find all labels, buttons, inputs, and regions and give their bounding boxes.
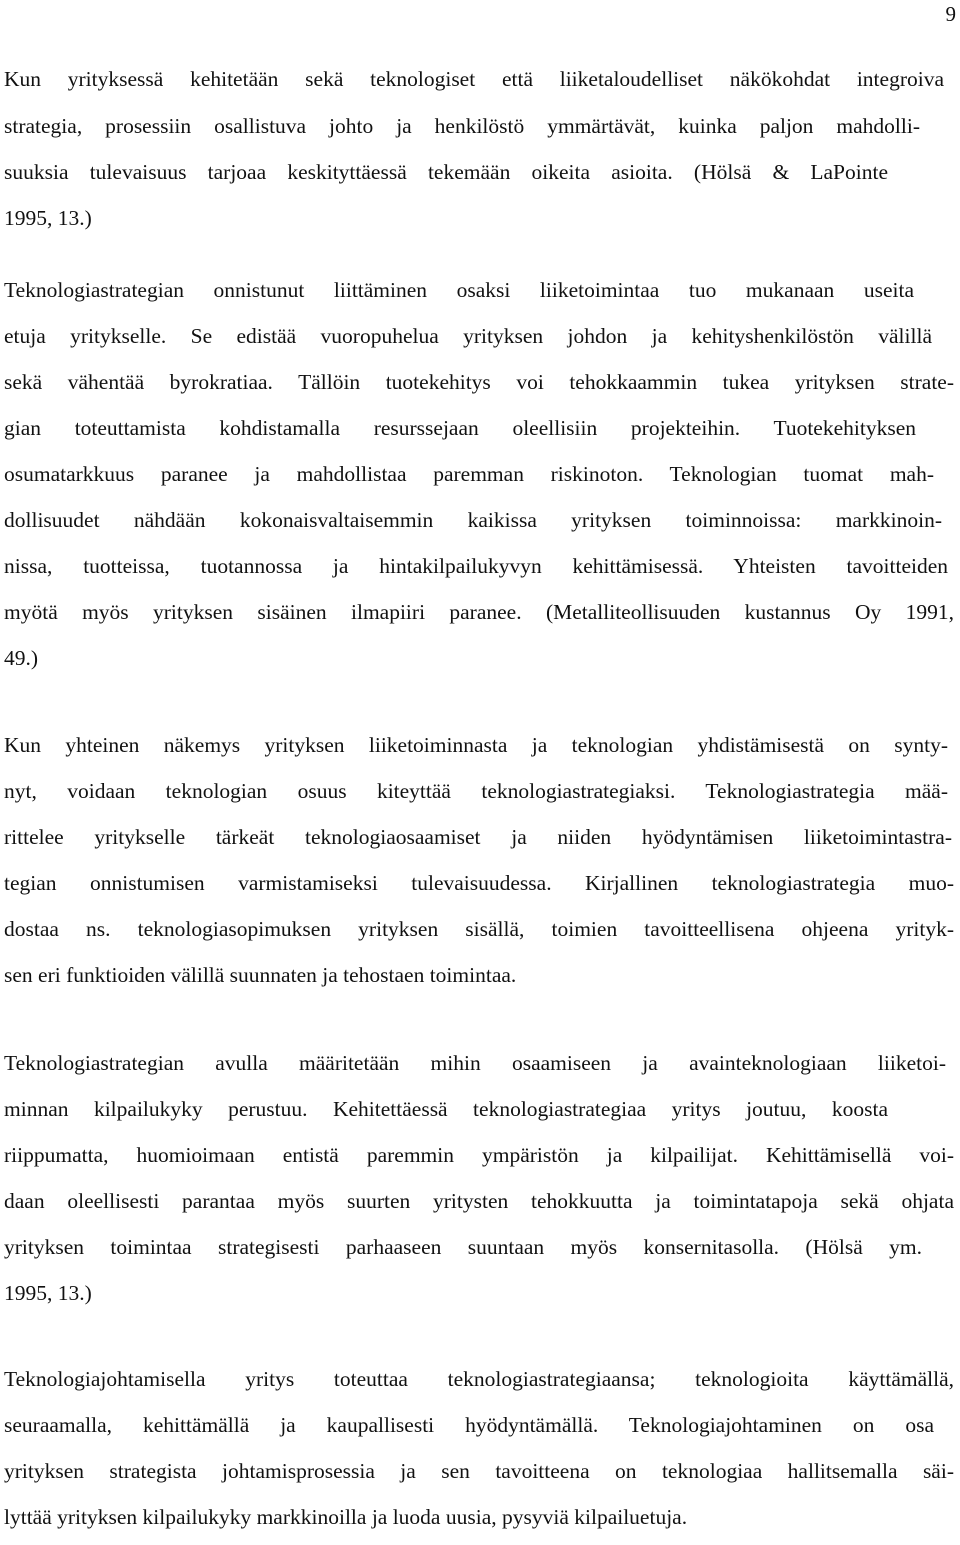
text-line: suuksia tulevaisuus tarjoaa keskityttäessä tekemään oikeita asioita. (Hölsä & LaPointe xyxy=(4,160,888,184)
text-line: lyttää yrityksen kilpailukyky markkinoilla ja luoda uusia, pysyviä kilpailuetuja. xyxy=(4,1505,688,1529)
text-line: strategia, prosessiin osallistuva johto ja henkilöstö ymmärtävät, kuinka paljon mahdolli- xyxy=(4,114,920,138)
text-line: tegian onnistumisen varmistamiseksi tulevaisuudessa. Kirjallinen teknologiastrategia muo- xyxy=(4,871,954,895)
text-line: sekä vähentää byrokratiaa. Tällöin tuotekehitys voi tehokkaammin tukea yrityksen strate- xyxy=(4,370,954,394)
text-line: yrityksen toimintaa strategisesti parhaaseen suuntaan myös konsernitasolla. (Hölsä ym. xyxy=(4,1235,922,1259)
text-line: seuraamalla, kehittämällä ja kaupallisesti hyödyntämällä. Teknologiajohtaminen on osa xyxy=(4,1413,934,1437)
text-line: 1995, 13.) xyxy=(4,1281,92,1305)
text-line: 49.) xyxy=(4,646,39,670)
text-line: Kun yrityksessä kehitetään sekä teknologiset että liiketaloudelliset näkökohdat integroiva xyxy=(4,67,944,91)
text-line: Kun yhteinen näkemys yrityksen liiketoiminnasta ja teknologian yhdistämisestä on synty- xyxy=(4,733,948,757)
text-line: 1995, 13.) xyxy=(4,206,92,230)
text-line: etuja yritykselle. Se edistää vuoropuhelua yrityksen johdon ja kehityshenkilöstön välillä xyxy=(4,324,932,348)
text-line: nissa, tuotteissa, tuotannossa ja hintakilpailukyvyn kehittämisessä. Yhteisten tavoitteiden xyxy=(4,554,948,578)
text-line: nyt, voidaan teknologian osuus kiteyttää teknologiastrategiaksi. Teknologiastrategia mää- xyxy=(4,779,948,803)
text-line: Teknologiastrategian onnistunut liittäminen osaksi liiketoimintaa tuo mukanaan useita xyxy=(4,278,914,302)
text-line: rittelee yritykselle tärkeät teknologiaosaamiset ja niiden hyödyntämisen liiketoimintastra- xyxy=(4,825,952,849)
text-line: sen eri funktioiden välillä suunnaten ja tehostaen toimintaa. xyxy=(4,963,517,987)
text-line: minnan kilpailukyky perustuu. Kehitettäessä teknologiastrategiaa yritys joutuu, koosta xyxy=(4,1097,888,1121)
text-line: daan oleellisesti parantaa myös suurten yritysten tehokkuutta ja toimintatapoja sekä ohjata xyxy=(4,1189,954,1213)
text-line: riippumatta, huomioimaan entistä paremmin ympäristön ja kilpailijat. Kehittämisellä voi- xyxy=(4,1143,954,1167)
text-line: dollisuudet nähdään kokonaisvaltaisemmin kaikissa yrityksen toiminnoissa: markkinoin- xyxy=(4,508,942,532)
page-number: 9 xyxy=(945,2,956,26)
text-line: Teknologiastrategian avulla määritetään mihin osaamiseen ja avainteknologiaan liiketoi- xyxy=(4,1051,946,1075)
text-line: yrityksen strategista johtamisprosessia ja sen tavoitteena on teknologiaa hallitsemalla säi- xyxy=(4,1459,954,1483)
text-line: gian toteuttamista kohdistamalla resurssejaan oleellisiin projekteihin. Tuotekehityksen xyxy=(4,416,916,440)
text-line: Teknologiajohtamisella yritys toteuttaa teknologiastrategiaansa; teknologioita käyttämällä, xyxy=(4,1367,954,1391)
text-line: dostaa ns. teknologiasopimuksen yrityksen sisällä, toimien tavoitteellisena ohjeena yrityk- xyxy=(4,917,954,941)
text-line: myötä myös yrityksen sisäinen ilmapiiri paranee. (Metalliteollisuuden kustannus Oy 1991, xyxy=(4,600,954,624)
text-line: osumatarkkuus paranee ja mahdollistaa paremman riskinoton. Teknologian tuomat mah- xyxy=(4,462,934,486)
